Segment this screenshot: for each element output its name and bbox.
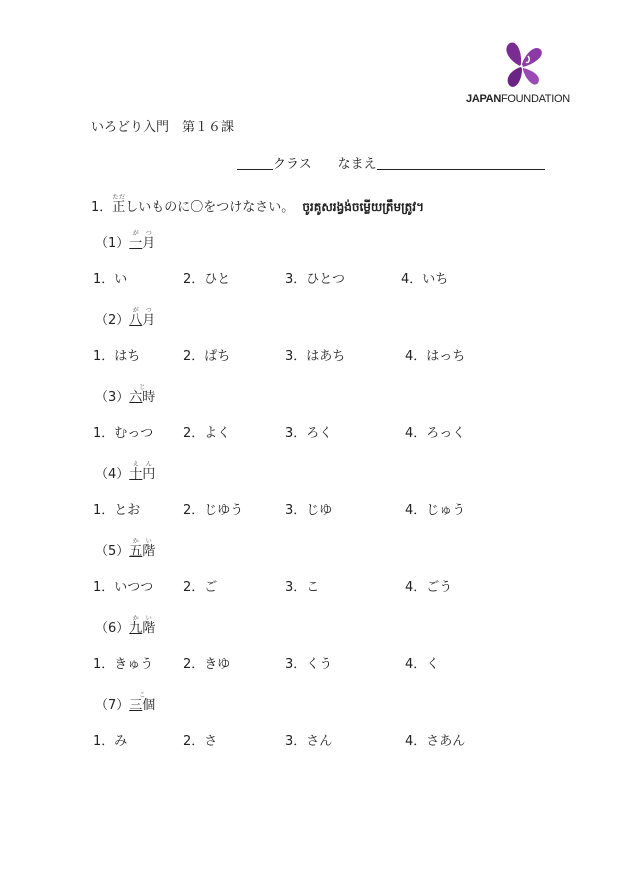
question-label: （7） (95, 698, 130, 713)
question-word: 九階かい (129, 615, 156, 636)
answer-option[interactable]: 3．ろく (285, 426, 333, 441)
question-word: 五階かい (129, 538, 156, 559)
question-word: 十円えん (129, 461, 156, 482)
answer-option[interactable]: 4．く (405, 657, 440, 672)
instruction-text: しいものに〇をつけなさい。 (125, 200, 295, 215)
instruction-khmer: ចូរគូសរង្វង់ចម្លើយត្រឹមត្រូវ។ (302, 200, 425, 214)
answer-option[interactable]: 4．ろっく (405, 426, 466, 441)
question-word: 六時じ (129, 384, 156, 405)
answer-option[interactable]: 2．きゆ (183, 657, 231, 672)
butterfly-icon (500, 40, 544, 90)
question-7 (95, 692, 155, 713)
instruction (91, 194, 424, 217)
answer-option[interactable]: 1．み (93, 734, 128, 749)
answer-option[interactable]: 4．ごう (405, 580, 453, 595)
answer-option[interactable]: 3．こ (285, 580, 320, 595)
answer-option[interactable]: 3．はあち (285, 349, 346, 364)
question-3 (95, 384, 155, 405)
answer-option[interactable]: 4．はっち (405, 349, 466, 364)
answer-option[interactable]: 1．いつつ (93, 580, 154, 595)
question-2 (95, 307, 155, 328)
question-word: 八月がつ (129, 307, 156, 328)
question-label: （2） (95, 313, 130, 328)
answer-option[interactable]: 2．ご (183, 580, 218, 595)
japan-foundation-logo (466, 40, 570, 106)
class-label: クラス (273, 157, 312, 172)
question-word: 一月がつ (129, 230, 156, 251)
answer-option[interactable]: 4．いち (401, 272, 449, 287)
question-5 (95, 538, 155, 559)
question-label: （6） (95, 621, 130, 636)
answer-option[interactable]: 1．きゅう (93, 657, 154, 672)
question-4 (95, 461, 155, 482)
answer-option[interactable]: 4．さあん (405, 734, 466, 749)
question-label: （3） (95, 390, 130, 405)
answer-option[interactable]: 4．じゅう (405, 503, 466, 518)
question-6 (95, 615, 155, 636)
answer-option[interactable]: 1．はち (93, 349, 141, 364)
instruction-ruby: 正ただ (112, 194, 126, 215)
question-label: （4） (95, 467, 130, 482)
name-blank (377, 155, 545, 170)
logo-text: JAPANFOUNDATION (466, 93, 570, 105)
answer-option[interactable]: 1．とお (93, 503, 141, 518)
answer-option[interactable]: 3．ひとつ (285, 272, 346, 287)
answer-option[interactable]: 2．さ (183, 734, 218, 749)
instruction-number: 1． (91, 200, 113, 215)
question-word: 三個こ (129, 692, 156, 713)
answer-option[interactable]: 3．さん (285, 734, 333, 749)
name-label: なまえ (337, 157, 377, 172)
answer-option[interactable]: 3．じゆ (285, 503, 333, 518)
answer-option[interactable]: 1．い (93, 272, 128, 287)
answer-option[interactable]: 2．ぱち (183, 349, 231, 364)
answer-option[interactable]: 2．ひと (183, 272, 231, 287)
question-label: （5） (95, 544, 130, 559)
question-label: （1） (95, 236, 130, 251)
answer-option[interactable]: 3．くう (285, 657, 333, 672)
question-1 (95, 230, 155, 251)
lesson-title: いろどり入門 第１６課 (91, 120, 235, 135)
answer-option[interactable]: 1．むっつ (93, 426, 154, 441)
class-blank (237, 155, 273, 170)
answer-option[interactable]: 2．よく (183, 426, 231, 441)
class-name-line (237, 153, 545, 172)
answer-option[interactable]: 2．じゆう (183, 503, 244, 518)
